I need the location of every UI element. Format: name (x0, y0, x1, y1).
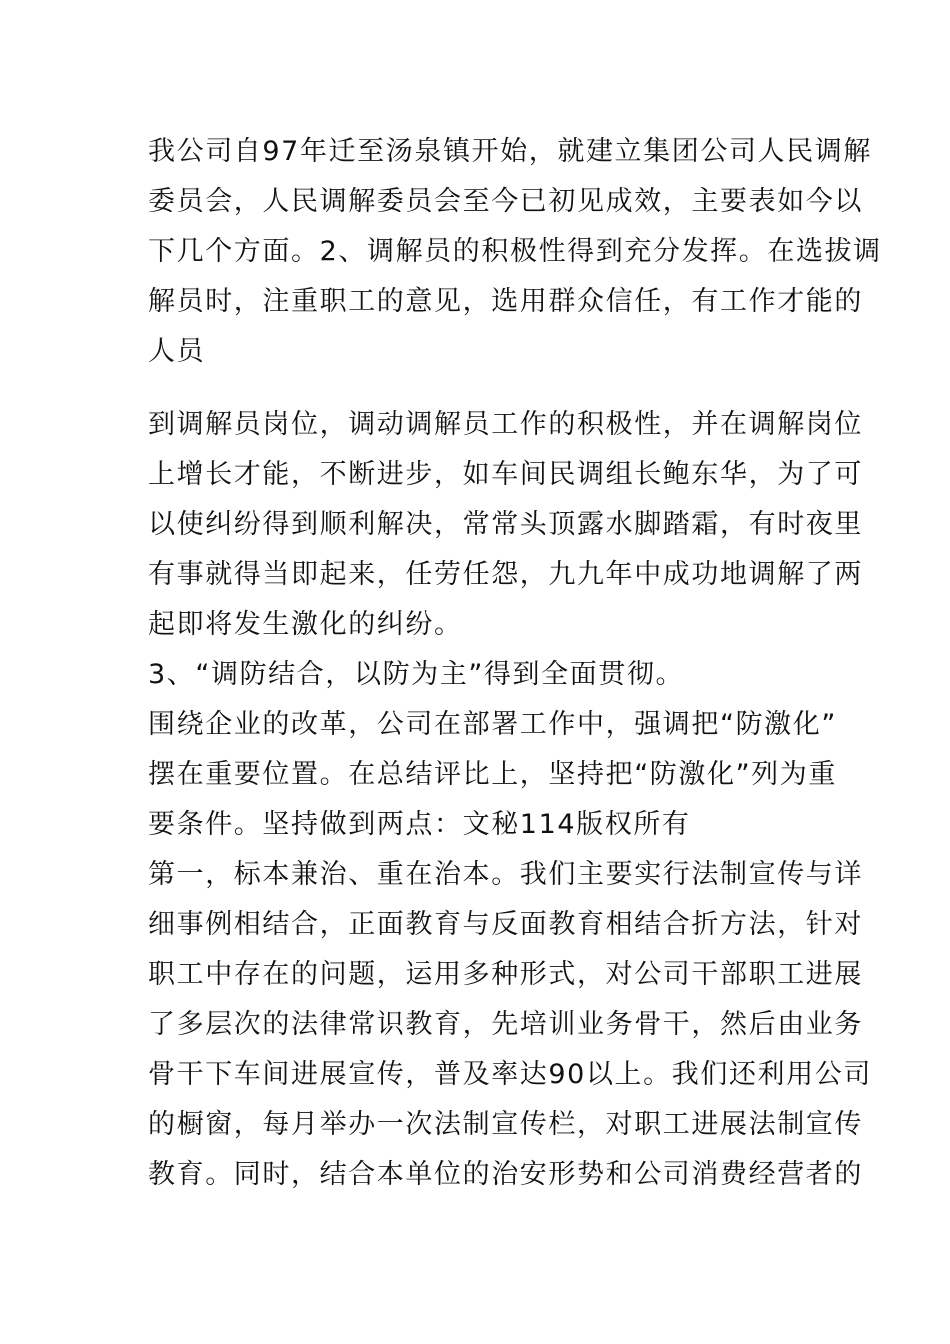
text-line: 上增长才能，不断进步，如车间民调组长鲍东华，为了可 (148, 459, 863, 490)
text-line: 摆在重要位置。在总结评比上，坚持把“防激化”列为重 (148, 759, 837, 790)
text-line: 的橱窗，每月举办一次法制宣传栏，对职工进展法制宣传 (148, 1109, 863, 1140)
text-line: 职工中存在的问题，运用多种形式，对公司干部职工进展 (148, 959, 863, 990)
text-line: 细事例相结合，正面教育与反面教育相结合折方法，针对 (148, 909, 863, 940)
text-line: 有事就得当即起来，任劳任怨，九九年中成功地调解了两 (148, 559, 863, 590)
text-line: 解员时，注重职工的意见，选用群众信任，有工作才能的 (148, 286, 863, 317)
text-line: 骨干下车间进展宣传，普及率达90以上。我们还利用公司 (148, 1059, 872, 1090)
text-line: 以使纠纷得到顺利解决，常常头顶露水脚踏霜，有时夜里 (148, 509, 863, 540)
text-line: 人员 (148, 336, 206, 367)
text-line: 要条件。坚持做到两点：文秘114版权所有 (148, 809, 691, 840)
text-line: 教育。同时，结合本单位的治安形势和公司消费经营者的 (148, 1159, 863, 1190)
text-line: 我公司自97年迁至汤泉镇开始，就建立集团公司人民调解 (148, 136, 872, 167)
text-line: 3、“调防结合，以防为主”得到全面贯彻。 (148, 659, 685, 690)
text-line: 围绕企业的改革，公司在部署工作中，强调把“防激化” (148, 709, 837, 740)
text-line: 第一，标本兼治、重在治本。我们主要实行法制宣传与详 (148, 859, 863, 890)
text-line: 了多层次的法律常识教育，先培训业务骨干，然后由业务 (148, 1009, 863, 1040)
text-line: 下几个方面。2、调解员的积极性得到充分发挥。在选拔调 (148, 236, 882, 267)
text-line: 到调解员岗位，调动调解员工作的积极性，并在调解岗位 (148, 409, 863, 440)
text-line: 委员会，人民调解委员会至今已初见成效，主要表如今以 (148, 186, 863, 217)
text-line: 起即将发生激化的纠纷。 (148, 609, 463, 640)
